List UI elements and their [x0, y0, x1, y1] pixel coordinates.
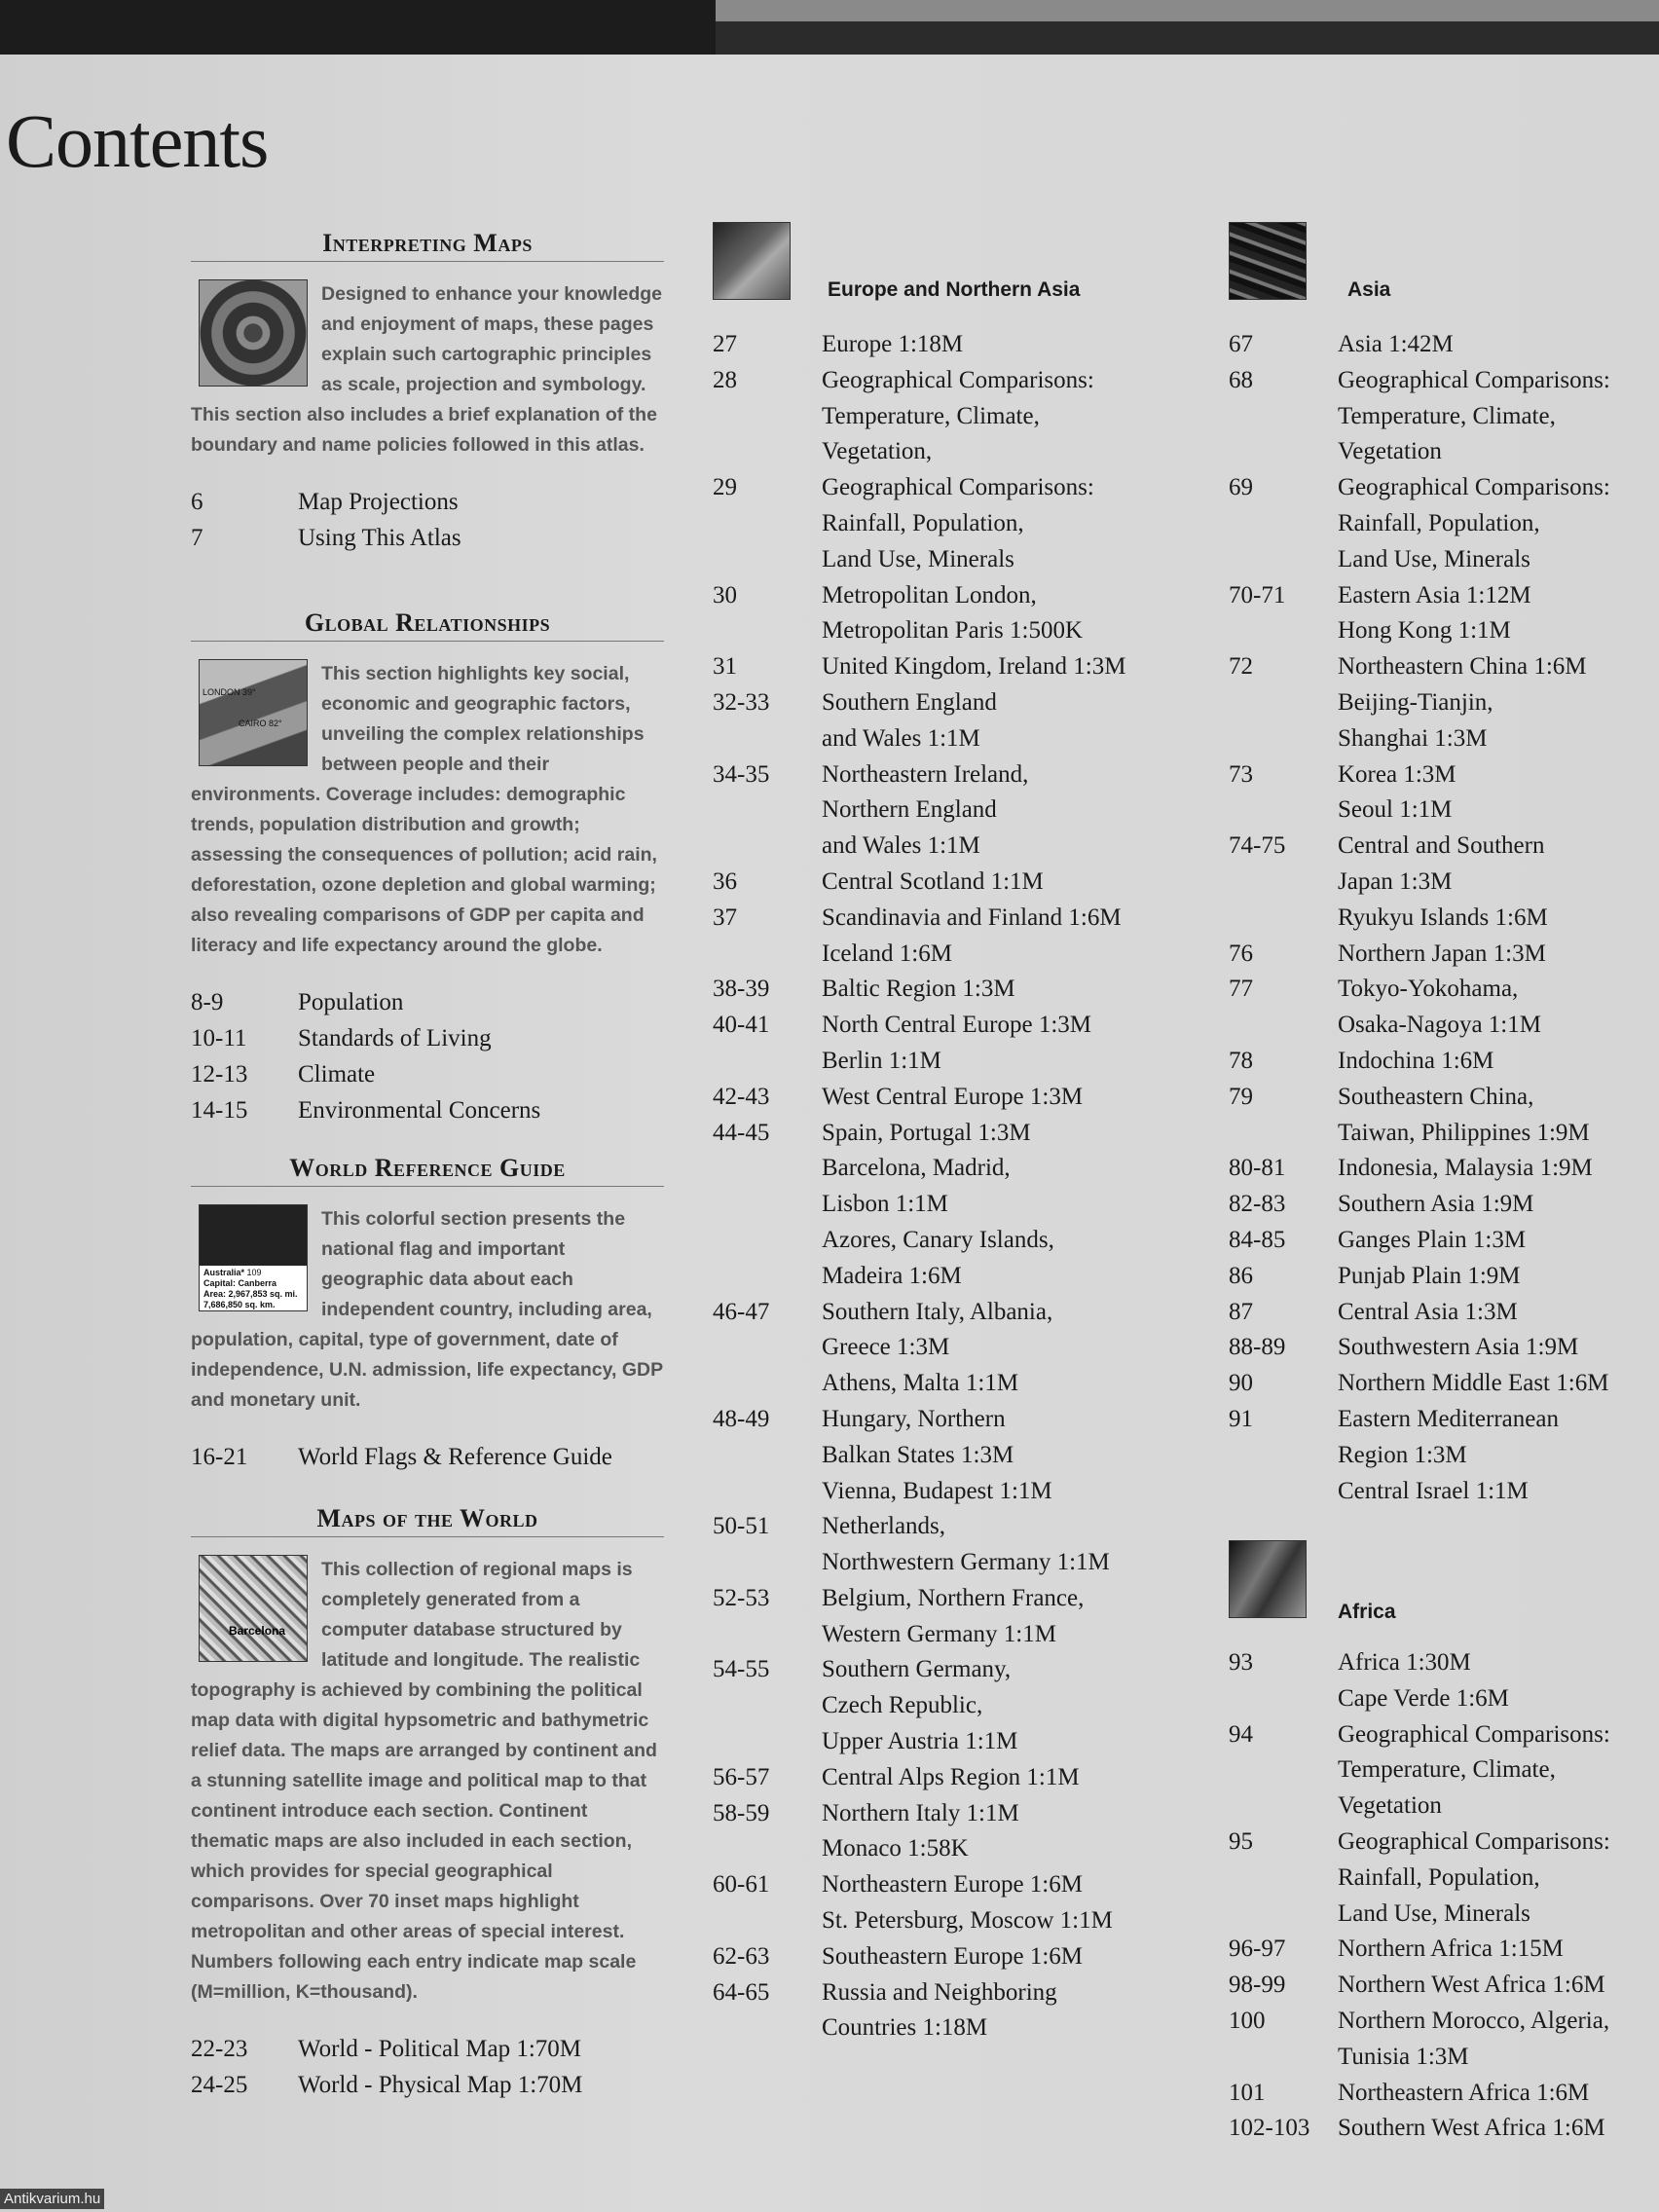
- page-number: 58-59: [713, 1799, 770, 1826]
- entry-title: Asia 1:42M: [1338, 331, 1454, 357]
- column-header: [1229, 222, 1657, 301]
- page-number: 38-39: [713, 976, 770, 1003]
- entry-title: West Central Europe 1:3M: [822, 1083, 1084, 1110]
- page-number: 102-103: [1229, 2115, 1310, 2142]
- entry-title: Central Scotland 1:1M: [822, 867, 1044, 895]
- entry-title: Southern Germany, Czech Republic, Upper Austria 1:1M: [822, 1656, 1018, 1755]
- entry-title: Southern England and Wales 1:1M: [822, 688, 997, 752]
- entry-title: Northern Japan 1:3M: [1338, 940, 1546, 967]
- page-number: 79: [1229, 1083, 1253, 1110]
- entry-title: Southeastern China, Taiwan, Philippines 1:9M: [1338, 1083, 1590, 1146]
- page-title: Contents: [6, 98, 269, 183]
- page-number: 31: [713, 653, 737, 681]
- australia-flag-image: Australia* 109 Capital: Canberra Area: 2,967,853 sq. mi. 7,686,850 sq. km.: [199, 1204, 308, 1311]
- page-number: 50-51: [713, 1513, 770, 1540]
- section-heading: Interpreting Maps: [191, 229, 664, 262]
- column-header: [713, 222, 1170, 301]
- list-item[interactable]: [1229, 2111, 1657, 2147]
- page-number: 95: [1229, 1827, 1253, 1855]
- page-number: 90: [1229, 1370, 1253, 1397]
- page-number: 82-83: [1229, 1191, 1286, 1218]
- list-item[interactable]: 6 Map Projections: [191, 489, 459, 515]
- entry-title: Eastern Mediterranean Region 1:3M Central Israel 1:1M: [1338, 1405, 1559, 1504]
- list-item[interactable]: [713, 1116, 1170, 1295]
- list-item[interactable]: [1229, 1402, 1657, 1509]
- page-edge: [716, 0, 1659, 21]
- list-item[interactable]: 16-21 World Flags & Reference Guide: [191, 1444, 612, 1470]
- column-asia: [1229, 222, 1657, 1509]
- page-number: 64-65: [713, 1978, 770, 2006]
- entry-title: Russia and Neighboring Countries 1:18M: [822, 1978, 1057, 2042]
- list-item[interactable]: [1229, 1044, 1657, 1080]
- column-title: Africa: [1338, 1601, 1396, 1623]
- entry-title: Southern West Africa 1:6M: [1338, 2115, 1605, 2142]
- page-number: 101: [1229, 2079, 1266, 2106]
- page-number: 28: [713, 366, 737, 393]
- top-edge: [0, 0, 1659, 55]
- entry-title: Geographical Comparisons: Rainfall, Population, Land Use, Minerals: [822, 474, 1094, 572]
- section-heading: Global Relationships: [191, 608, 664, 642]
- entry-title: Korea 1:3M Seoul 1:1M: [1338, 760, 1456, 824]
- entry-title: Central and Southern Japan 1:3M Ryukyu Islands 1:6M: [1338, 832, 1548, 931]
- list-item[interactable]: [713, 901, 1170, 973]
- entry-list: [1229, 327, 1657, 1509]
- list-item[interactable]: [713, 1080, 1170, 1116]
- list-item[interactable]: [1229, 327, 1657, 363]
- entry-title: Geographical Comparisons: Temperature, Climate, Vegetation: [1338, 1720, 1610, 1820]
- entry-title: Eastern Asia 1:12M Hong Kong 1:1M: [1338, 581, 1531, 645]
- entry-list: [1229, 1645, 1657, 2147]
- entry-title: Southwestern Asia 1:9M: [1338, 1334, 1579, 1361]
- entry-title: Northern West Africa 1:6M: [1338, 1972, 1605, 1999]
- page-number: 69: [1229, 474, 1253, 501]
- entry-title: Northeastern Europe 1:6M St. Petersburg, Moscow 1:1M: [822, 1871, 1113, 1935]
- entry-title: Belgium, Northern France, Western Germany 1:1M: [822, 1584, 1085, 1647]
- page-number: 37: [713, 903, 737, 931]
- list-item[interactable]: [1229, 1330, 1657, 1366]
- list-item[interactable]: [713, 1939, 1170, 1975]
- list-item[interactable]: 10-11 Standards of Living: [191, 1025, 492, 1051]
- entry-title: North Central Europe 1:3M Berlin 1:1M: [822, 1012, 1092, 1074]
- page-number: 88-89: [1229, 1334, 1286, 1361]
- entry-title: Europe 1:18M: [822, 331, 964, 357]
- list-item[interactable]: [713, 1975, 1170, 2047]
- page-number: 91: [1229, 1405, 1253, 1432]
- page-number: 98-99: [1229, 1972, 1286, 1999]
- entry-title: United Kingdom, Ireland 1:3M: [822, 653, 1126, 681]
- page-number: 40-41: [713, 1012, 770, 1039]
- entry-title: Indochina 1:6M: [1338, 1047, 1494, 1074]
- section-blurb: Barcelona This collection of regional maps is completely generated from a computer database structured by latitude and longitude. The realistic topography is achieved by combining the political map data with digital hypsometric and bathymetric relief data. The maps are arranged by continent and a stunning satellite image and political map to that continent introduce each section. Continent thematic maps are also included in each section, which provides for special geographical comparisons. Over 70 inset maps highlight metropolitan and other areas of special interest. Numbers following each entry indicate map scale (M=million, K=thousand).: [191, 1555, 664, 2008]
- compass-rose-image: [199, 279, 308, 387]
- list-item[interactable]: [1229, 1645, 1657, 1717]
- dark-tab: [0, 0, 716, 55]
- section-blurb: LONDON 39° CAIRO 82° This section highlights key social, economic and geographic factors, unveiling the complex relationships between people and their environments. Coverage includes: demographic trends, population distribution and growth; assessing the consequences of pollution; acid rain, deforestation, ozone depletion and global warming; also revealing comparisons of GDP per capita and literacy and life expectancy around the globe.: [191, 659, 664, 961]
- entry-title: Africa 1:30M Cape Verde 1:6M: [1338, 1649, 1509, 1712]
- entry-title: Netherlands, Northwestern Germany 1:1M: [822, 1513, 1110, 1576]
- list-item[interactable]: 7 Using This Atlas: [191, 525, 461, 551]
- page-number: 67: [1229, 331, 1253, 357]
- list-item[interactable]: [1229, 2076, 1657, 2112]
- page-number: 48-49: [713, 1405, 770, 1432]
- list-item[interactable]: [1229, 578, 1657, 650]
- entry-title: Hungary, Northern Balkan States 1:3M Vienna, Budapest 1:1M: [822, 1405, 1052, 1504]
- page-number: 36: [713, 867, 737, 895]
- page-number: 68: [1229, 366, 1253, 393]
- list-item[interactable]: [1229, 1259, 1657, 1295]
- entry-title: Southeastern Europe 1:6M: [822, 1942, 1084, 1970]
- page-number: 32-33: [713, 688, 770, 716]
- section-maps-of-the-world: [191, 1504, 664, 2103]
- list-item[interactable]: 22-23 World - Political Map 1:70M: [191, 2036, 582, 2062]
- page-number: 56-57: [713, 1763, 770, 1790]
- page-number: 72: [1229, 653, 1253, 681]
- list-item[interactable]: [1229, 972, 1657, 1044]
- entry-title: Northern Middle East 1:6M: [1338, 1370, 1609, 1397]
- entry-title: Northern Africa 1:15M: [1338, 1936, 1564, 1963]
- entry-title: Metropolitan London, Metropolitan Paris 1:500K: [822, 581, 1084, 645]
- list-item[interactable]: [1229, 1366, 1657, 1402]
- entry-title: Central Alps Region 1:1M: [822, 1763, 1080, 1790]
- list-item[interactable]: 8-9 Population: [191, 989, 404, 1015]
- page-number: 29: [713, 474, 737, 501]
- list-item[interactable]: [1229, 649, 1657, 756]
- watermark: Antikvarium.hu: [0, 2189, 104, 2209]
- list-item[interactable]: [713, 757, 1170, 865]
- page-number: 96-97: [1229, 1936, 1286, 1963]
- page-number: 78: [1229, 1047, 1253, 1074]
- satellite-image: [1229, 1540, 1307, 1618]
- page-number: 94: [1229, 1720, 1253, 1748]
- list-item[interactable]: [1229, 470, 1657, 577]
- list-item[interactable]: [713, 1008, 1170, 1080]
- list-item[interactable]: [1229, 1968, 1657, 2004]
- section-blurb: Australia* 109 Capital: Canberra Area: 2,967,853 sq. mi. 7,686,850 sq. km. This colorful section presents the national flag and important geographic data about each independent country, including area, population, capital, type of government, date of independence, U.N. admission, life expectancy, GDP and monetary unit.: [191, 1204, 664, 1416]
- page-number: 100: [1229, 2007, 1266, 2034]
- list-item[interactable]: [1229, 1223, 1657, 1259]
- entry-title: Tokyo-Yokohama, Osaka-Nagoya 1:1M: [1338, 976, 1541, 1039]
- entry-title: Geographical Comparisons: Rainfall, Population, Land Use, Minerals: [1338, 474, 1610, 572]
- list-item[interactable]: [1229, 1295, 1657, 1331]
- section-heading: Maps of the World: [191, 1504, 664, 1537]
- page-number: 93: [1229, 1649, 1253, 1676]
- page-number: 44-45: [713, 1119, 770, 1146]
- list-item[interactable]: [713, 1760, 1170, 1796]
- entry-title: Punjab Plain 1:9M: [1338, 1262, 1521, 1289]
- entry-title: Northeastern China 1:6M Beijing-Tianjin, Shanghai 1:3M: [1338, 653, 1587, 752]
- entry-title: Geographical Comparisons: Temperature, Climate, Vegetation,: [822, 366, 1094, 465]
- page-number: 46-47: [713, 1298, 770, 1325]
- entry-title: Northern Morocco, Algeria, Tunisia 1:3M: [1338, 2007, 1610, 2070]
- column-title: Europe and Northern Asia: [828, 278, 1081, 301]
- list-item[interactable]: [1229, 1187, 1657, 1223]
- section-global-relationships: [191, 608, 664, 1128]
- list-item[interactable]: [1229, 1717, 1657, 1825]
- list-item[interactable]: [713, 685, 1170, 757]
- list-item[interactable]: [713, 1295, 1170, 1402]
- list-item[interactable]: [713, 1867, 1170, 1939]
- column-europe: [713, 222, 1170, 2046]
- page-number: 30: [713, 581, 737, 608]
- entry-title: Northeastern Africa 1:6M: [1338, 2079, 1590, 2106]
- section-heading: World Reference Guide: [191, 1154, 664, 1187]
- list-item[interactable]: [713, 1652, 1170, 1759]
- satellite-image: [1229, 222, 1307, 300]
- page-number: 84-85: [1229, 1226, 1286, 1253]
- entry-title: Indonesia, Malaysia 1:9M: [1338, 1155, 1593, 1182]
- list-item[interactable]: [1229, 1825, 1657, 1932]
- entry-title: Southern Asia 1:9M: [1338, 1191, 1534, 1218]
- list-item[interactable]: [1229, 757, 1657, 830]
- satellite-image: [713, 222, 791, 300]
- entry-title: Ganges Plain 1:3M: [1338, 1226, 1527, 1253]
- page-number: 87: [1229, 1298, 1253, 1325]
- list-item[interactable]: 12-13 Climate: [191, 1061, 376, 1088]
- list-item[interactable]: [713, 578, 1170, 650]
- column-africa: [1229, 1540, 1657, 2147]
- list-item[interactable]: [1229, 363, 1657, 470]
- flag-icon: [200, 1205, 307, 1266]
- entry-title: Geographical Comparisons: Temperature, Climate, Vegetation: [1338, 366, 1610, 465]
- entry-title: Southern Italy, Albania, Greece 1:3M Athens, Malta 1:1M: [822, 1298, 1053, 1397]
- entry-list: [191, 984, 664, 1128]
- list-item[interactable]: [713, 1402, 1170, 1509]
- entry-title: Northern Italy 1:1M Monaco 1:58K: [822, 1799, 1019, 1862]
- page-number: 74-75: [1229, 832, 1286, 860]
- list-item[interactable]: [713, 1581, 1170, 1653]
- entry-list: [713, 327, 1170, 2046]
- mediterranean-map-image: LONDON 39° CAIRO 82°: [199, 659, 308, 766]
- entry-list: [191, 2031, 664, 2103]
- page-number: 77: [1229, 976, 1253, 1003]
- list-item[interactable]: [713, 972, 1170, 1008]
- entry-title: Northeastern Ireland, Northern England and Wales 1:1M: [822, 760, 1029, 860]
- page-number: 27: [713, 331, 737, 357]
- list-item[interactable]: [1229, 1932, 1657, 1968]
- column-header: [1229, 1540, 1657, 1623]
- list-item[interactable]: [713, 470, 1170, 577]
- page-number: 42-43: [713, 1083, 770, 1110]
- section-blurb: Designed to enhance your knowledge and enjoyment of maps, these pages explain such cartographic principles as scale, projection and symbology. This section also includes a brief explanation of the boundary and name policies followed in this atlas.: [191, 279, 664, 461]
- entry-title: Central Asia 1:3M: [1338, 1298, 1518, 1325]
- list-item[interactable]: [713, 1509, 1170, 1581]
- entry-list: [191, 1439, 664, 1475]
- entry-title: Baltic Region 1:3M: [822, 976, 1015, 1003]
- list-item[interactable]: [1229, 1080, 1657, 1152]
- page-number: 34-35: [713, 760, 770, 788]
- list-item[interactable]: [713, 865, 1170, 901]
- barcelona-map-image: Barcelona: [199, 1555, 308, 1662]
- page-number: 70-71: [1229, 581, 1286, 608]
- list-item[interactable]: [1229, 829, 1657, 936]
- entry-title: Scandinavia and Finland 1:6M Iceland 1:6M: [822, 903, 1122, 967]
- list-item[interactable]: [1229, 937, 1657, 973]
- list-item[interactable]: [1229, 1151, 1657, 1187]
- list-item[interactable]: [713, 363, 1170, 470]
- list-item[interactable]: [713, 649, 1170, 685]
- page-number: 54-55: [713, 1656, 770, 1683]
- section-interpreting-maps: [191, 229, 664, 556]
- page-number: 60-61: [713, 1871, 770, 1899]
- column-title: Asia: [1347, 278, 1391, 301]
- list-item[interactable]: [1229, 2004, 1657, 2076]
- page-number: 73: [1229, 760, 1253, 788]
- page-number: 52-53: [713, 1584, 770, 1611]
- entry-title: Geographical Comparisons: Rainfall, Population, Land Use, Minerals: [1338, 1827, 1610, 1927]
- list-item[interactable]: [713, 327, 1170, 363]
- page-number: 62-63: [713, 1942, 770, 1970]
- list-item[interactable]: 24-25 World - Physical Map 1:70M: [191, 2072, 583, 2098]
- entry-list: [191, 484, 664, 556]
- page-number: 76: [1229, 940, 1253, 967]
- section-world-reference-guide: [191, 1154, 664, 1475]
- entry-title: Spain, Portugal 1:3M Barcelona, Madrid, Lisbon 1:1M Azores, Canary Islands, Madeira 1:6M: [822, 1119, 1054, 1289]
- list-item[interactable]: [713, 1796, 1170, 1868]
- list-item[interactable]: 14-15 Environmental Concerns: [191, 1097, 541, 1124]
- page-number: 80-81: [1229, 1155, 1286, 1182]
- page-number: 86: [1229, 1262, 1253, 1289]
